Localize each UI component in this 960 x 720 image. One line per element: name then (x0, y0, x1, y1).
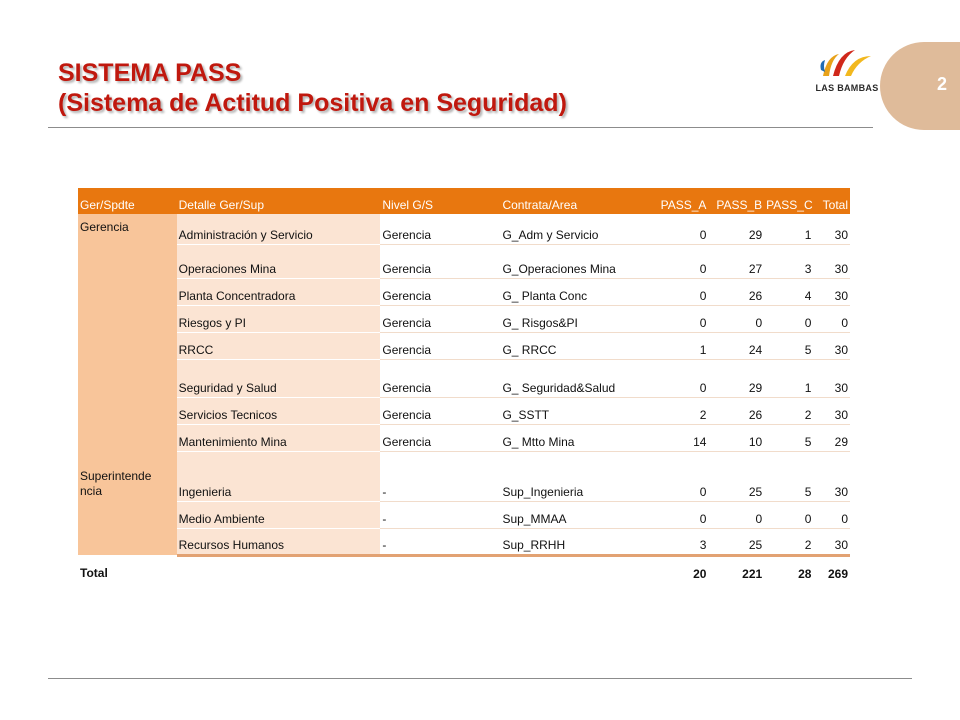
cell-nivel: Gerencia (380, 359, 500, 397)
table-body (78, 214, 850, 591)
cell-contrata: G_ Seguridad&Salud (500, 359, 657, 397)
total-pass-b: 221 (742, 566, 763, 581)
table-row (78, 214, 850, 244)
cell-pass-c: 5 (764, 424, 813, 451)
table-row (78, 501, 850, 528)
cell-detalle: Operaciones Mina (177, 244, 381, 278)
slide-title (58, 58, 567, 118)
cell-pass-c: 3 (764, 244, 813, 278)
cell-pass-b: 24 (708, 332, 764, 359)
footer-divider (48, 678, 912, 679)
cell-pass-a: 0 (657, 244, 708, 278)
cell-detalle: Planta Concentradora (177, 278, 381, 305)
cell-pass-a: 0 (657, 305, 708, 332)
cell-detalle: RRCC (177, 332, 381, 359)
cell-pass-a: 0 (657, 278, 708, 305)
cell-contrata: G_ Mtto Mina (500, 424, 657, 451)
cell-pass-b: 26 (708, 278, 764, 305)
table-row (78, 332, 850, 359)
cell-total: 30 (813, 278, 850, 305)
total-row (78, 555, 850, 591)
page-number: 2 (937, 74, 948, 94)
cell-pass-a: 1 (657, 332, 708, 359)
header-pass-a: PASS_A (657, 188, 708, 214)
title-line-1: SISTEMA PASS (58, 59, 242, 87)
table-header-row (78, 188, 850, 214)
table-row (78, 305, 850, 332)
total-pass-a: 20 (693, 566, 707, 581)
cell-contrata: G_ RRCC (500, 332, 657, 359)
group-label-part-1: Superintende (80, 469, 152, 483)
table-row (78, 278, 850, 305)
cell-pass-c: 2 (764, 528, 813, 555)
cell-total: 0 (813, 305, 850, 332)
cell-pass-c: 0 (764, 305, 813, 332)
cell-nivel: - (380, 451, 500, 501)
group-gerencia: Gerencia (78, 214, 177, 451)
total-pass-c: 28 (798, 566, 812, 581)
header-pass-c: PASS_C (764, 188, 813, 214)
cell-nivel: Gerencia (380, 214, 500, 244)
cell-contrata: G_Adm y Servicio (500, 214, 657, 244)
group-label-part-2: ncia (80, 484, 103, 498)
cell-detalle: Riesgos y PI (177, 305, 381, 332)
cell-total: 30 (813, 528, 850, 555)
cell-nivel: Gerencia (380, 244, 500, 278)
cell-contrata: Sup_MMAA (500, 501, 657, 528)
cell-total: 29 (813, 424, 850, 451)
cell-pass-c: 0 (764, 501, 813, 528)
cell-contrata: Sup_Ingenieria (500, 451, 657, 501)
table-row (78, 528, 850, 555)
table-row (78, 359, 850, 397)
title-line-2: (Sistema de Actitud Positiva en Seguridad) (58, 89, 567, 117)
cell-detalle: Medio Ambiente (177, 501, 381, 528)
cell-contrata: G_Operaciones Mina (500, 244, 657, 278)
cell-nivel: Gerencia (380, 332, 500, 359)
cell-detalle: Recursos Humanos (177, 528, 381, 555)
cell-pass-b: 25 (708, 451, 764, 501)
cell-pass-b: 29 (708, 359, 764, 397)
cell-pass-c: 5 (764, 332, 813, 359)
cell-total: 30 (813, 397, 850, 424)
cell-contrata: G_SSTT (500, 397, 657, 424)
page-badge (880, 42, 960, 130)
cell-pass-c: 2 (764, 397, 813, 424)
cell-total: 30 (813, 214, 850, 244)
cell-pass-c: 5 (764, 451, 813, 501)
cell-detalle: Seguridad y Salud (177, 359, 381, 397)
header-contrata: Contrata/Area (500, 188, 657, 214)
cell-contrata: Sup_RRHH (500, 528, 657, 555)
cell-detalle: Ingenieria (177, 451, 381, 501)
cell-nivel: Gerencia (380, 305, 500, 332)
cell-contrata: G_ Planta Conc (500, 278, 657, 305)
cell-pass-a: 14 (657, 424, 708, 451)
table-row (78, 451, 850, 501)
cell-pass-b: 29 (708, 214, 764, 244)
group-superintendencia (78, 451, 177, 555)
cell-pass-a: 0 (657, 359, 708, 397)
las-bambas-logo (812, 46, 882, 106)
cell-nivel: - (380, 501, 500, 528)
cell-total: 30 (813, 332, 850, 359)
cell-pass-c: 1 (764, 359, 813, 397)
cell-pass-b: 27 (708, 244, 764, 278)
cell-pass-b: 0 (708, 501, 764, 528)
title-divider (48, 127, 873, 128)
cell-total: 30 (813, 451, 850, 501)
cell-pass-a: 0 (657, 214, 708, 244)
cell-total: 30 (813, 244, 850, 278)
header-ger-spdte: Ger/Spdte (78, 188, 177, 214)
cell-nivel: Gerencia (380, 278, 500, 305)
cell-pass-b: 10 (708, 424, 764, 451)
header-pass-b: PASS_B (708, 188, 764, 214)
cell-pass-a: 0 (657, 501, 708, 528)
table-row (78, 424, 850, 451)
pass-table (78, 188, 850, 591)
cell-nivel: Gerencia (380, 397, 500, 424)
cell-pass-c: 4 (764, 278, 813, 305)
header-total: Total (813, 188, 850, 214)
cell-nivel: Gerencia (380, 424, 500, 451)
cell-total: 0 (813, 501, 850, 528)
cell-nivel: - (380, 528, 500, 555)
cell-pass-b: 0 (708, 305, 764, 332)
total-total: 269 (827, 566, 848, 581)
table-row (78, 397, 850, 424)
cell-pass-a: 2 (657, 397, 708, 424)
cell-pass-a: 3 (657, 528, 708, 555)
header-nivel: Nivel G/S (380, 188, 500, 214)
header-detalle: Detalle Ger/Sup (177, 188, 381, 214)
cell-contrata: G_ Risgos&PI (500, 305, 657, 332)
cell-detalle: Mantenimiento Mina (177, 424, 381, 451)
logo-text: LAS BAMBAS (815, 83, 879, 93)
cell-detalle: Servicios Tecnicos (177, 397, 381, 424)
cell-pass-b: 26 (708, 397, 764, 424)
table-row (78, 244, 850, 278)
logo-mark-icon (817, 46, 877, 82)
total-label: Total (80, 565, 108, 580)
cell-total: 30 (813, 359, 850, 397)
cell-pass-c: 1 (764, 214, 813, 244)
cell-pass-b: 25 (708, 528, 764, 555)
cell-detalle: Administración y Servicio (177, 214, 381, 244)
cell-pass-a: 0 (657, 451, 708, 501)
